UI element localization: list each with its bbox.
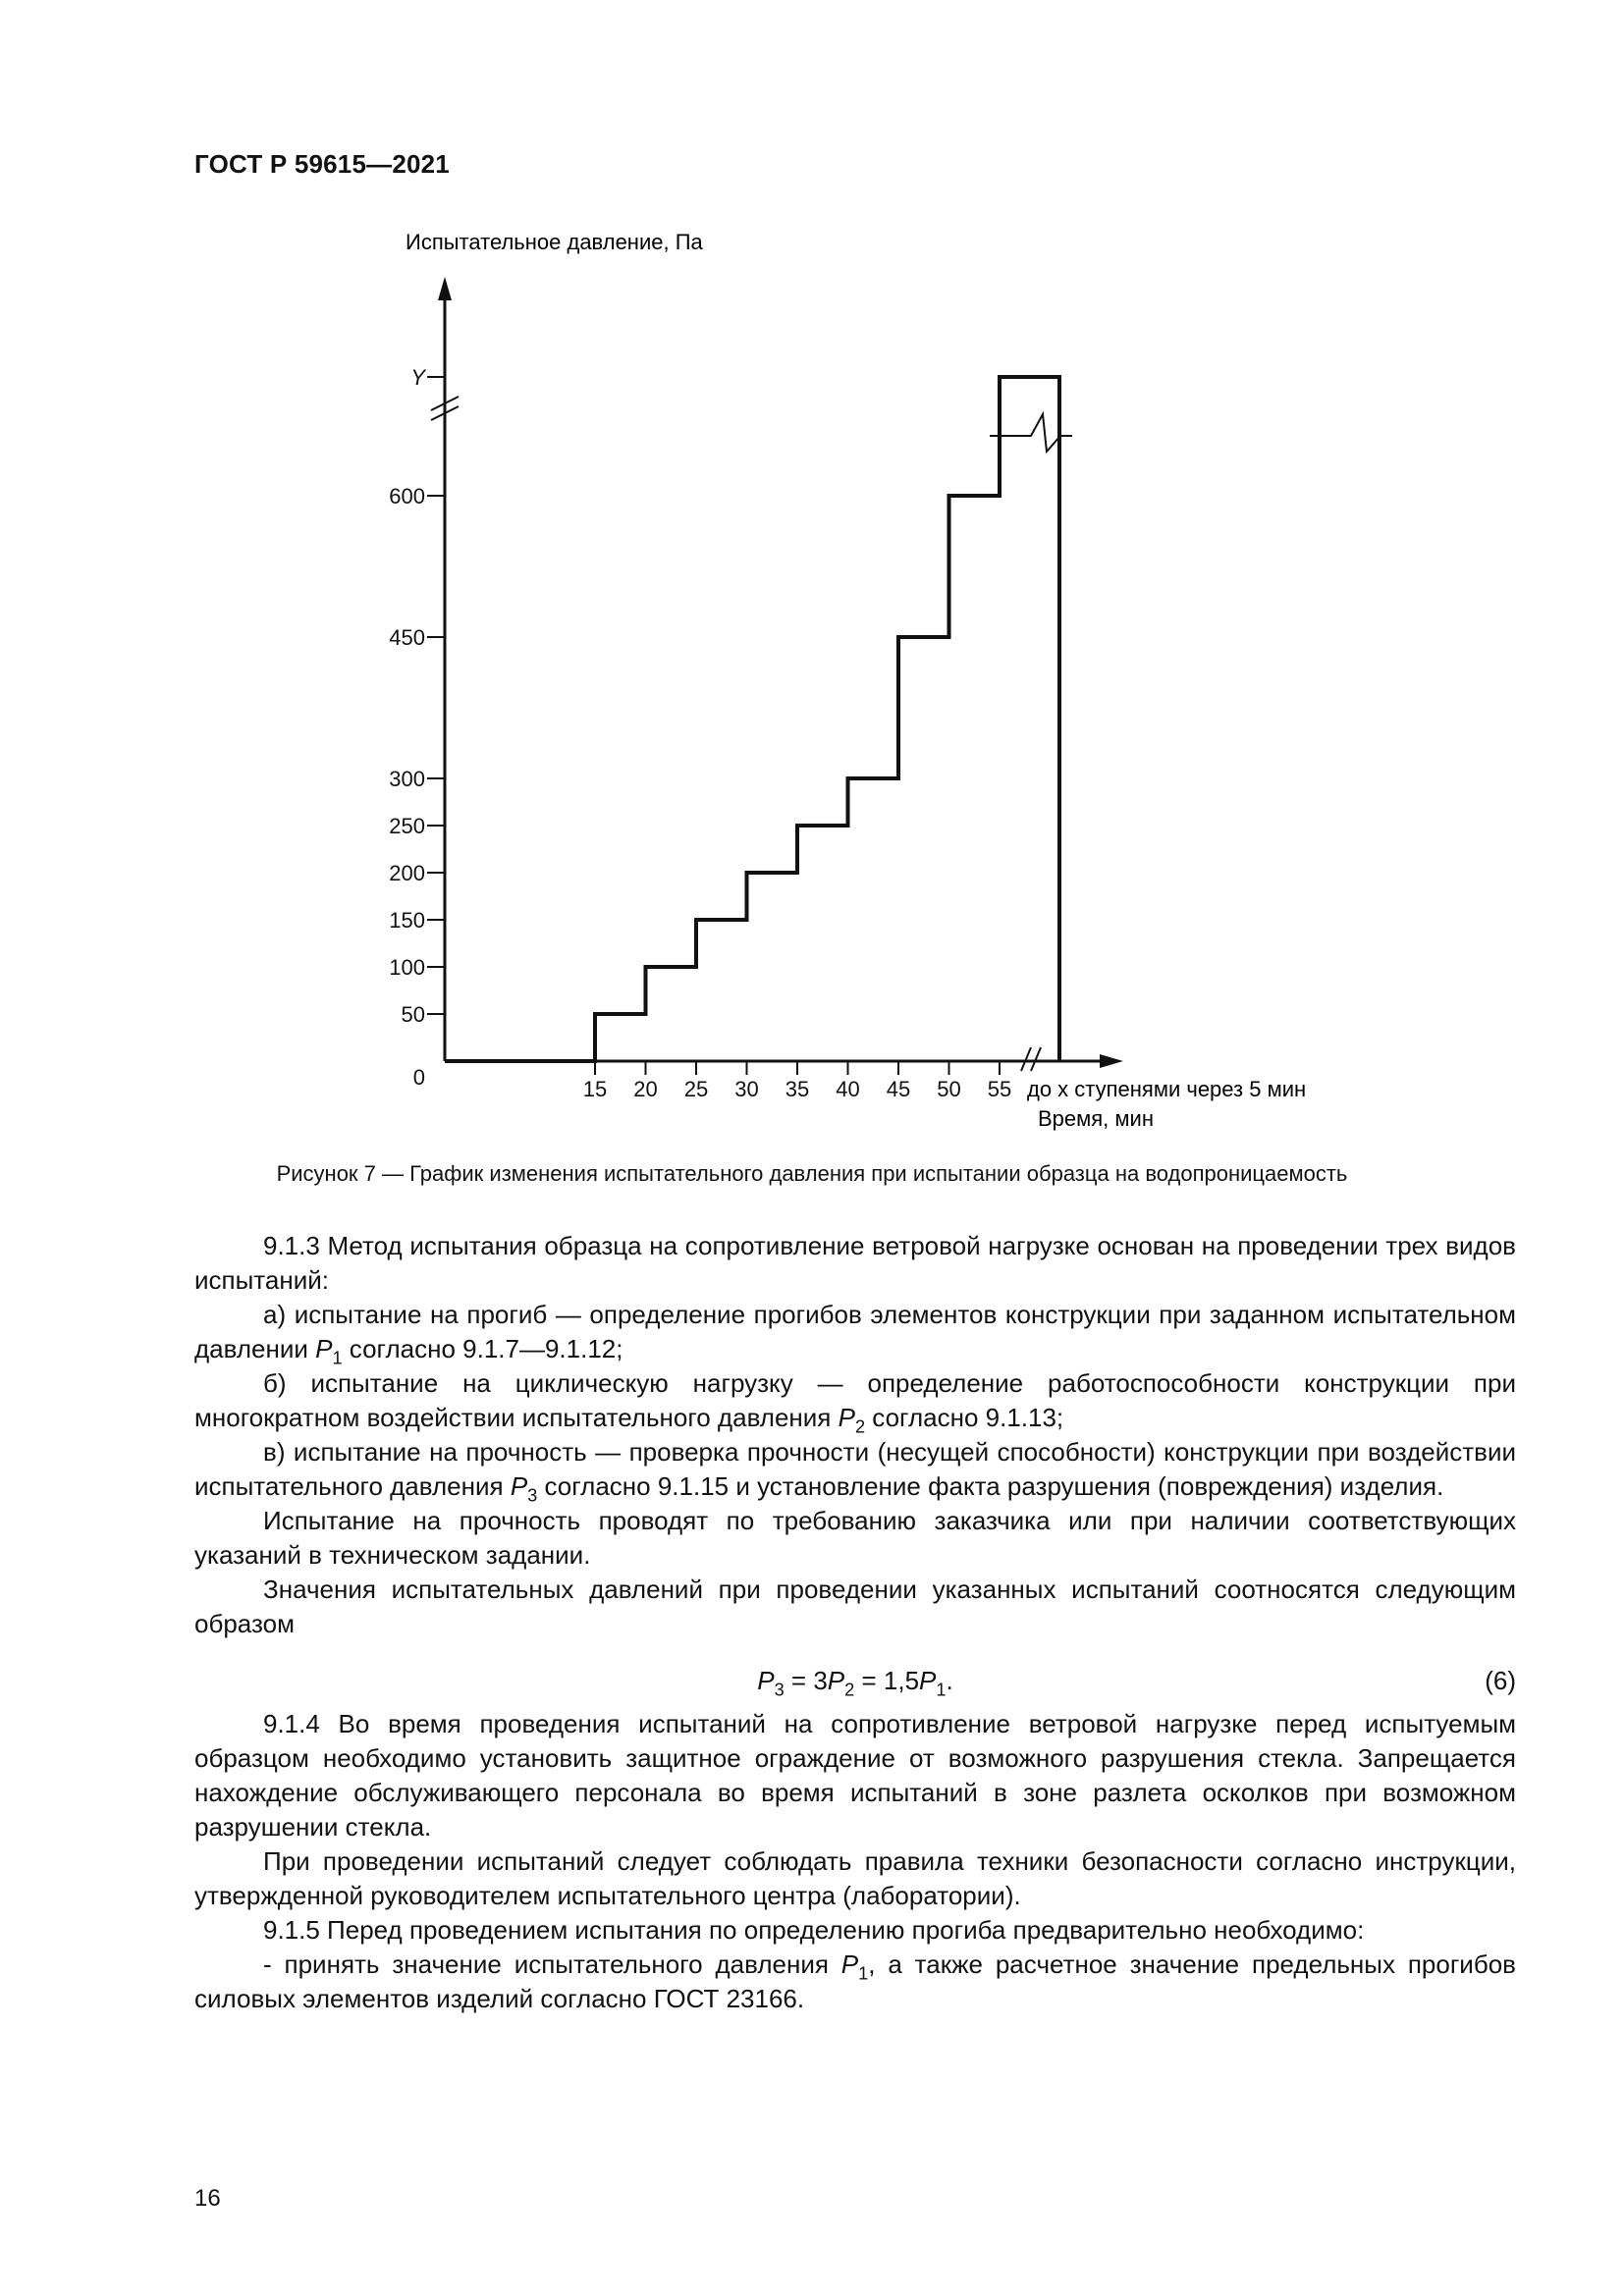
x-tick-label: 35 bbox=[785, 1077, 810, 1101]
list-item-a-text: а) испытание на прогиб — определение прогибов элементов конструкции при заданном испытательном давлении bbox=[194, 1300, 1516, 1363]
y-tick-label: 100 bbox=[389, 955, 425, 980]
list-item-c-tail: согласно 9.1.15 и установление факта разрушения (повреждения) изделия. bbox=[537, 1471, 1444, 1501]
x-tick-label: 20 bbox=[633, 1077, 658, 1101]
symbol-p: P bbox=[919, 1666, 937, 1695]
subscript: 2 bbox=[854, 1416, 866, 1437]
y-tick-label: 450 bbox=[389, 625, 425, 650]
page-number: 16 bbox=[194, 2185, 221, 2212]
x-axis-label: Время, мин bbox=[1038, 1106, 1154, 1131]
subscript: 3 bbox=[774, 1680, 785, 1700]
symbol-p: P bbox=[827, 1666, 845, 1695]
list-item-c-text: в) испытание на прочность — проверка прочности (несущей способности) конструкции при воздействии испытательного давления bbox=[194, 1437, 1516, 1501]
formula-row bbox=[194, 1658, 1516, 1703]
symbol-p: P bbox=[840, 1949, 859, 1979]
x-tick-label: 50 bbox=[937, 1077, 961, 1101]
list-item-dash bbox=[194, 1948, 1516, 2016]
axis-breaks bbox=[431, 397, 1072, 1071]
list-item-a bbox=[194, 1298, 1516, 1366]
figure-caption: Рисунок 7 — График изменения испытательного давления при испытании образца на водопроницаемость bbox=[276, 1161, 1348, 1186]
paragraph-9-1-3: 9.1.3 Метод испытания образца на сопротивление ветровой нагрузке основан на проведении трех видов испытаний: bbox=[194, 1231, 1516, 1295]
subscript: 3 bbox=[527, 1485, 538, 1506]
paragraph-safety: При проведении испытаний следует соблюдать правила техники безопасности согласно инструкции, утвержденной руководителем испытательного центра (лаборатории). bbox=[194, 1846, 1516, 1910]
body-text bbox=[194, 1229, 1516, 2016]
list-item-c bbox=[194, 1435, 1516, 1504]
list-item-dash-text: - принять значение испытательного давления bbox=[263, 1949, 841, 1979]
list-item-dash-tail: , а также расчетное значение предельных прогибов силовых элементов изделий согласно ГОСТ 23166. bbox=[194, 1949, 1516, 2013]
x-ticks bbox=[583, 1061, 1011, 1101]
formula-dot: . bbox=[946, 1666, 953, 1695]
x-tick-label: 45 bbox=[886, 1077, 911, 1101]
symbol-p: P bbox=[315, 1334, 333, 1363]
y-tick-label: 250 bbox=[389, 814, 425, 838]
document-code: ГОСТ Р 59615—2021 bbox=[194, 149, 450, 179]
x-axis-note: до x ступенями через 5 мин bbox=[1027, 1077, 1307, 1101]
formula-eq: = 1,5 bbox=[854, 1666, 920, 1695]
series-layer bbox=[445, 377, 1059, 1061]
x-axis-arrow bbox=[1100, 1054, 1123, 1068]
x-tick-label: 30 bbox=[734, 1077, 759, 1101]
y-axis-label: Испытательное давление, Па bbox=[406, 230, 703, 254]
chart-axes bbox=[438, 277, 1123, 1068]
subscript: 1 bbox=[936, 1680, 947, 1700]
paragraph-strength-test: Испытание на прочность проводят по требованию заказчика или при наличии соответствующих указаний в техническом задании. bbox=[194, 1506, 1516, 1570]
formula-eq: = 3 bbox=[784, 1666, 828, 1695]
subscript: 1 bbox=[332, 1348, 343, 1368]
paragraph-9-1-4: 9.1.4 Во время проведения испытаний на сопротивление ветровой нагрузке перед испытуемым образцом необходимо установить защитное ограждение от возможного разрушения стекла. Запрещается нахождение обслуживающего персонала во время испытаний в зоне разлета осколков при возможном разрушении стекла. bbox=[194, 1709, 1516, 1842]
y-tick-label: Y bbox=[410, 365, 425, 390]
y-tick-label: 200 bbox=[389, 861, 425, 885]
list-item-a-tail: согласно 9.1.7—9.1.12; bbox=[342, 1334, 623, 1363]
y-tick-label: 600 bbox=[389, 484, 425, 508]
symbol-p: P bbox=[757, 1666, 775, 1695]
x-axis-break bbox=[1021, 1047, 1041, 1071]
y-tick-label: 0 bbox=[412, 1065, 425, 1090]
pressure-step-line bbox=[445, 377, 1059, 1061]
x-tick-label: 25 bbox=[683, 1077, 709, 1101]
y-tick-label: 300 bbox=[389, 767, 425, 791]
list-item-b-tail: согласно 9.1.13; bbox=[865, 1403, 1064, 1432]
y-tick-label: 150 bbox=[389, 908, 425, 933]
y-ticks bbox=[389, 365, 445, 1090]
x-tick-label: 15 bbox=[582, 1077, 608, 1101]
subscript: 1 bbox=[858, 1963, 869, 1984]
paragraph-pressure-ratio: Значения испытательных давлений при проведении указанных испытаний соотносятся следующим образом bbox=[194, 1575, 1516, 1638]
list-item-b bbox=[194, 1366, 1516, 1435]
formula-number: (6) bbox=[1485, 1666, 1516, 1695]
symbol-p: P bbox=[510, 1471, 528, 1501]
y-axis-arrow bbox=[438, 277, 452, 300]
list-item-b-text: б) испытание на циклическую нагрузку — определение работоспособности конструкции при многократном воздействии испытательного давления bbox=[194, 1368, 1516, 1432]
subscript: 2 bbox=[844, 1680, 855, 1700]
x-tick-label: 40 bbox=[836, 1077, 860, 1101]
x-tick-label: 55 bbox=[987, 1077, 1012, 1101]
paragraph-9-1-5: 9.1.5 Перед проведением испытания по определению прогиба предварительно необходимо: bbox=[263, 1915, 1365, 1945]
symbol-p: P bbox=[838, 1403, 855, 1432]
y-tick-label: 50 bbox=[401, 1002, 425, 1027]
formula bbox=[194, 1664, 1516, 1698]
